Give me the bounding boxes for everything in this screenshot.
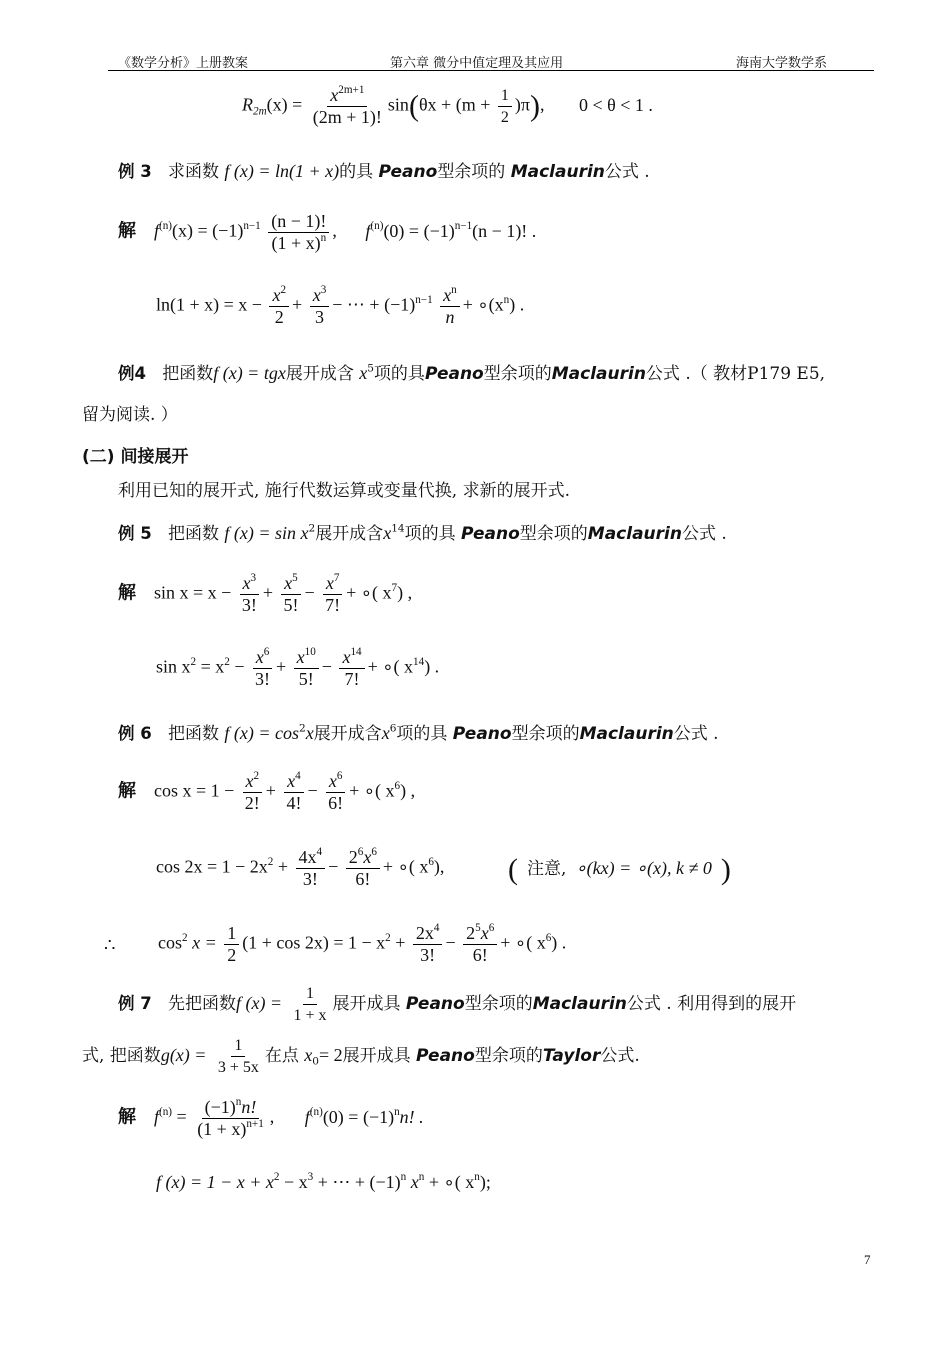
example-3: 例 3 求函数 f (x) = ln(1 + x)的具 Peano型余项的 Maclaurin公式 . [118, 161, 650, 182]
example-4-continued: 留为阅读. ） [82, 405, 178, 425]
header-center: 第六章 微分中值定理及其应用 [390, 56, 564, 71]
section-title: (二) 间接展开 [82, 447, 189, 467]
example-7: 例 7 先把函数f (x) = $\frac{1}{1 + x}$ 展开成具 Peano型余项的Maclaurin公式 . 利用得到的展开 [118, 985, 797, 1024]
solution-6-note: ( 注意, ∘(kx) = ∘(x), k ≠ 0 ) [508, 852, 731, 886]
solution-3-derivatives: 解 $f^{(n)}(x) = (-1)^{n-1}$ $\frac{(n - 1)!}{(1 + x)^n}$ , $f^{(n)}(0) = (-1)^{n-1}(n - 1)$! . [118, 211, 537, 253]
header-right: 海南大学数学系 [736, 56, 828, 71]
header-rule [108, 70, 874, 71]
formula-remainder: $R_{2m}(x)$ = $\frac{x^{2m+1}}{(2m + 1)!}$ sin(θx + (m + $\frac{1}{2}$ )π), 0 < θ < 1 . [242, 84, 653, 127]
solution-5-sin-x2: $\sin x^2 = x^2$ − $\frac{x^6}{3!}$ + $\frac{x^{10}}{5!}$ − $\frac{x^{14}}{7!}$ + ∘( $x^{14}$) . [156, 646, 440, 689]
solution-6-cos-squared: $\cos^2 x$ = $\frac{1}{2}$ $(1 + \cos 2x) = 1 - x^2$ + $\frac{2x^4}{3!}$ − $\frac{2^5x^6}{6!}$ + ∘( $x^6$) . [158, 922, 567, 965]
solution-7-expansion: f $(x) = 1 - x + x^2 - x^3$ + ⋯ + $(-1)^n$ $x^n$ + ∘( $x^n$); [156, 1171, 491, 1192]
example-6: 例 6 把函数 f $(x) = \cos^2x$展开成含$x^6$项的具 Peano型余项的Maclaurin公式 . [118, 722, 719, 744]
example-5: 例 5 把函数 f $(x) = \sin x^2$展开成含$x^{14}$项的具 Peano型余项的Maclaurin公式 . [118, 522, 727, 544]
therefore-symbol: ∴ [104, 935, 116, 955]
header-left: 《数学分析》上册教案 [118, 56, 249, 71]
solution-7-derivatives: 解 $f^{(n)}$ = $\frac{(-1)^nn!}{(1 + x)^{n+1}}$ , $f^{(n)}(0) = (-1)^nn$! . [118, 1096, 424, 1139]
section-description: 利用已知的展开式, 施行代数运算或变量代换, 求新的展开式. [118, 481, 571, 501]
page-number: 7 [864, 1252, 871, 1267]
example-7-continued: 式, 把函数g(x) = $\frac{1}{3 + 5x}$ 在点 $x_0= 2$展开成具 Peano型余项的Taylor公式. [82, 1037, 640, 1076]
solution-5-sin: 解 sin x = x − $\frac{x^3}{3!}$ + $\frac{x^5}{5!}$ − $\frac{x^7}{7!}$ + ∘( $x^7$) , [118, 572, 413, 615]
solution-6-cos: 解 cos x = 1 − $\frac{x^2}{2!}$ + $\frac{x^4}{4!}$ − $\frac{x^6}{6!}$ + ∘( $x^6$) , [118, 770, 416, 813]
solution-6-cos2x: $\cos 2x = 1 - 2x^2$ + $\frac{4x^4}{3!}$ − $\frac{2^6x^6}{6!}$ + ∘( $x^6$), [156, 846, 445, 889]
example-4: 例4 把函数f (x) = tgx展开成含 $x^5$项的具Peano型余项的Maclaurin公式 .（ 教材P179 E5, [118, 362, 826, 384]
solution-3-expansion: ln(1 + x) = x − $\frac{x^2}{2}$ + $\frac{x^3}{3}$ − ⋯ + $(-1)^{n-1}$ $\frac{x^n}{n}$ + $\circ(x^n)$ . [156, 284, 525, 327]
